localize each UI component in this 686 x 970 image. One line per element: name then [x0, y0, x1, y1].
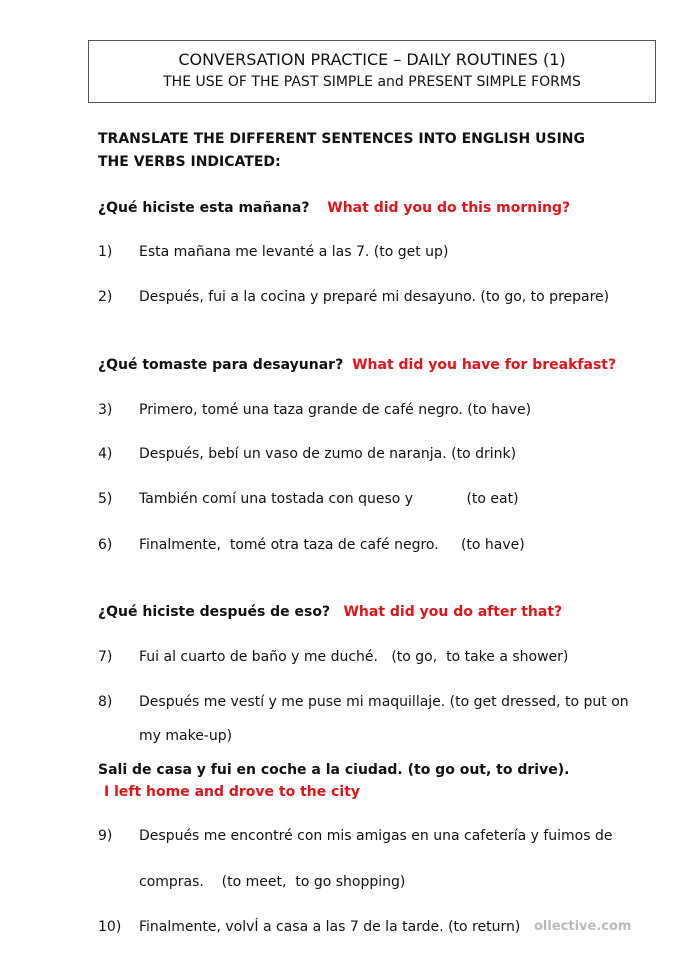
section-answer: What did you have for breakfast? — [352, 357, 617, 373]
item-text: Después, fui a la cocina y preparé mi desayuno. (to go, to prepare) — [139, 289, 610, 305]
item-number: 3) — [98, 402, 113, 418]
item-text: Después me encontré con mis amigas en una cafetería y fuimos de — [139, 828, 613, 844]
item-text: También comí una tostada con queso y (to eat) — [139, 491, 519, 507]
section-question: ¿Qué hiciste esta mañana? — [98, 200, 310, 216]
title-box — [88, 40, 656, 103]
section-answer: What did you do after that? — [343, 604, 563, 620]
item-number: 1) — [98, 244, 113, 260]
section-heading — [98, 200, 570, 216]
item-text: Primero, tomé una taza grande de café negro. (to have) — [139, 402, 532, 418]
section-heading — [98, 604, 562, 620]
item-number: 2) — [98, 289, 113, 305]
item-number: 7) — [98, 649, 113, 665]
item-number: 6) — [98, 537, 113, 553]
page-title: CONVERSATION PRACTICE – DAILY ROUTINES (1) — [178, 50, 566, 69]
instruction-line-1: TRANSLATE THE DIFFERENT SENTENCES INTO ENGLISH USING — [98, 131, 586, 147]
item-text: Después, bebí un vaso de zumo de naranja. (to drink) — [139, 446, 517, 462]
item-number: 8) — [98, 694, 113, 710]
item-text: Esta mañana me levanté a las 7. (to get up) — [139, 244, 449, 260]
extra-english: I left home and drove to the city — [104, 784, 361, 800]
item-text-continued: compras. (to meet, to go shopping) — [139, 874, 406, 890]
item-text-continued: my make-up) — [139, 728, 233, 744]
item-text: Finalmente, tomé otra taza de café negro. (to have) — [139, 537, 525, 553]
item-number: 10) — [98, 919, 122, 935]
section-question: ¿Qué hiciste después de eso? — [98, 604, 331, 620]
watermark: ollective.com — [534, 919, 632, 934]
extra-spanish: Sali de casa y fui en coche a la ciudad. (to go out, to drive). — [98, 762, 570, 778]
item-number: 5) — [98, 491, 113, 507]
item-number: 4) — [98, 446, 113, 462]
section-answer: What did you do this morning? — [327, 200, 571, 216]
item-number: 9) — [98, 828, 113, 844]
section-heading — [98, 357, 616, 373]
section-question: ¿Qué tomaste para desayunar? — [98, 357, 344, 373]
item-text: Después me vestí y me puse mi maquillaje. (to get dressed, to put on — [139, 694, 629, 710]
item-text: Finalmente, volvÍ a casa a las 7 de la tarde. (to return) — [139, 919, 521, 935]
instruction-line-2: THE VERBS INDICATED: — [98, 154, 281, 170]
page-subtitle: THE USE OF THE PAST SIMPLE and PRESENT SIMPLE FORMS — [163, 74, 581, 90]
item-text: Fui al cuarto de baño y me duché. (to go, to take a shower) — [139, 649, 569, 665]
